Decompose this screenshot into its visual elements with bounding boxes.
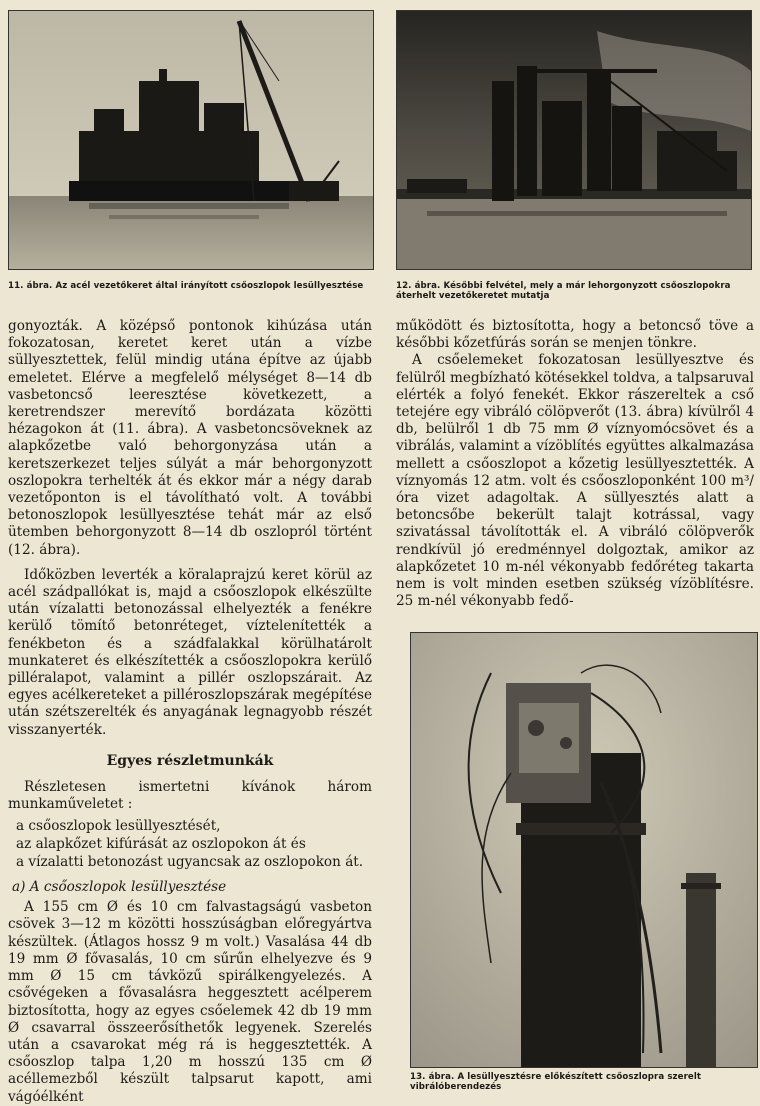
paragraph-sheet-piles: Időközben leverték a köralaprajzú keret körül az acél szádpallókat is, majd a csőoszlopok elkészülte után vízalatti betonozással elhelyezték a fenékre kerülő tömítő betonréteget, víztelenítették a fenékbeton és a szádfalakkal körülhatárolt munkateret és elkészítették a csőoszlopokra kerülő pilléralapot, valamint a pillér oszlopszárait. Az egyes acélkereteket a pilléroszlopszárak megépítése után szétszerelték és anyagának legnagyobb részét visszanyerték. — [8, 566, 372, 738]
anchored-columns-photo — [397, 11, 751, 269]
vibrating-pile-driver-photo — [411, 633, 757, 1067]
construction-frame-photo — [9, 11, 373, 269]
paragraph-vibration: A csőelemeket fokozatosan lesüllyesztve és felülről megbízható kötésekkel toldva, a talpsaruval elérték a folyó fenekét. Ekkor rászereltek a cső tetejére egy vibráló cölöpverőt (13. ábra) kívülről 4 db, belülről 1 db 75 mm Ø víznyomócsövet és a vibrálás, valamint a vízöblítés együttes alkalmazása mellett a csőoszlopot a kőzetig lesüllyesztették. A víznyomás 12 atm. volt és csőoszloponként 100 m³/óra vizet adagoltak. A süllyesztés alatt a betoncsőbe bekerült talajt kotrással, vagy szivatással távolították el. A vibráló cölöpverők rendkívül jó eredménnyel dolgoztak, amikor az alapkőzetet 10 m-nél vékonyabb fedőréteg takarta nem is volt minden esetben szükség vízöblítésre. 25 m-nél vékonyabb fedő- — [396, 352, 754, 610]
figure-11-photo — [8, 10, 374, 270]
list-item-1: a csőoszlopok lesüllyesztését, — [16, 818, 221, 835]
subsection-title: A csőoszlopok lesüllyesztése — [29, 879, 227, 896]
figure-13-photo — [410, 632, 758, 1068]
paragraph-cutting-edge: működött és biztosította, hogy a betoncső töve a későbbi kőzetfúrás során se menjen tönkre. — [396, 318, 754, 352]
figure-13-caption: 13. ábra. A lesüllyesztésre előkészített csőoszlopra szerelt vibrálóberendezés — [410, 1072, 702, 1092]
left-column — [8, 318, 372, 1106]
list-item-2: az alapkőzet kifúrását az oszlopokon át és — [16, 836, 306, 853]
section-heading: Egyes részletmunkák — [106, 752, 274, 769]
subsection-heading — [8, 879, 372, 895]
figure-12-photo — [396, 10, 752, 270]
list-item-3: a vízalatti betonozást ugyancsak az oszlopokon át. — [16, 854, 364, 871]
paragraph-frame-sinking: gonyozták. A középső pontonok kihúzása után fokozatosan, keretet keret után a vízbe süllyesztettek, felül mindig utána építve az újabb emeletet. Elérve a megfelelő mélységet 8—14 db vasbetoncső leeresztése következett, a keretrendszer merevítő bordázata közötti hézagokon át (11. ábra). A vasbetoncsöveknek az alapkőzetbe való behorgonyzása után a keretszerkezet teljes súlyát a már behorgonyzott oszlopokra terhelték át és ekkor már a négy darab vezetőponton is el távolítható volt. A további betonoszlopok lesüllyesztése tehát már az első ütemben behorgonyzott 8—14 db oszlopról történt (12. ábra). — [8, 318, 372, 558]
paragraph-concrete-tubes: A 155 cm Ø és 10 cm falvastagságú vasbeton csövek 3—12 m közötti hosszúságban előregyártva készültek. (Átlagos hossz 9 m volt.) Vasalása 44 db 19 mm Ø fővasalás, 10 cm sűrűn elhelyezve és 9 mm Ø 15 cm távközű spirálkengyelezés. A csővégeken a fővasalásra heggesztett acélperem biztosította, hogy az egyes csőelemek 42 db 19 mm Ø csavarral összeerősíthetők legyenek. Szerelés után a csavarokat még rá is heggesztették. A csőoszlop talpa 1,20 m hosszú 135 cm Ø acéllemezből készült talpsarut kapott, ami vágóélként — [8, 899, 372, 1105]
subsection-prefix: a) — [12, 879, 30, 896]
figure-11-caption: 11. ábra. Az acél vezetőkeret által irányított csőoszlopok lesüllyesztése — [8, 281, 364, 291]
right-column — [396, 318, 754, 610]
figure-12-caption: 12. ábra. Későbbi felvétel, mely a már lehorgonyzott csőoszlopokra áterhelt vezetőkeretet mutatja — [396, 281, 731, 301]
paragraph-intro: Részletesen ismertetni kívánok három munkaműveletet : — [8, 778, 372, 813]
